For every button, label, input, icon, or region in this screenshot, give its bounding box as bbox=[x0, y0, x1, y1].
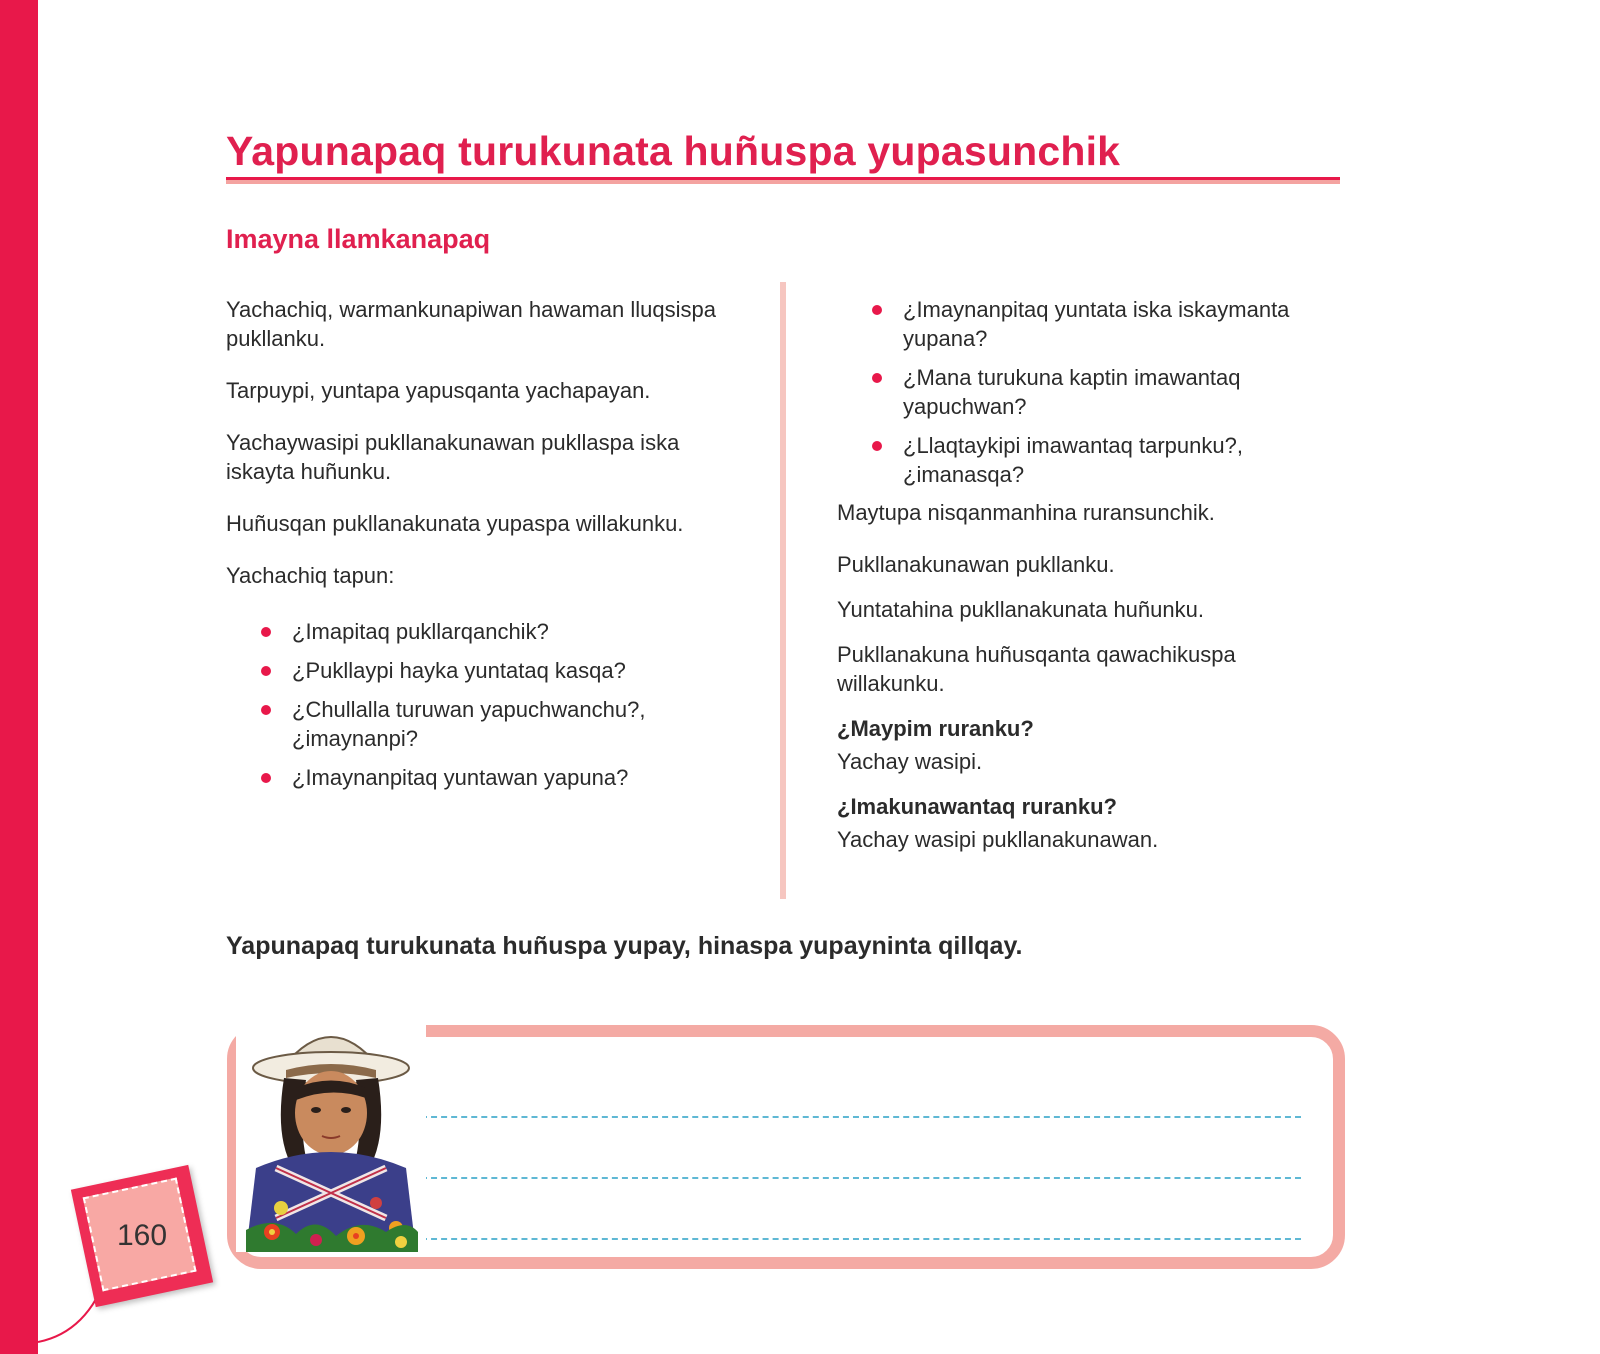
list-item bbox=[903, 363, 1303, 421]
page-tag bbox=[82, 1176, 202, 1296]
list-item bbox=[292, 656, 746, 685]
left-column bbox=[226, 295, 746, 792]
bullet-dot-icon bbox=[261, 666, 271, 676]
instruction-text: Yapunapaq turukunata huñuspa yupay, hinaspa yupayninta qillqay. bbox=[226, 932, 1023, 960]
writing-line[interactable] bbox=[421, 1238, 1301, 1240]
question-heading: ¿Maypim ruranku? bbox=[837, 716, 1034, 741]
bullet-dot-icon bbox=[872, 305, 882, 315]
list-item bbox=[903, 431, 1303, 489]
answer-text: Yachay wasipi pukllanakunawan. bbox=[837, 827, 1159, 852]
right-column bbox=[837, 295, 1337, 854]
paragraph: Huñusqan pukllanakunata yupaspa willakunku. bbox=[226, 511, 684, 536]
paragraph: Yachaywasipi pukllanakunawan pukllaspa iska iskayta huñunku. bbox=[226, 430, 680, 484]
bullet-dot-icon bbox=[872, 441, 882, 451]
column-divider bbox=[780, 282, 786, 899]
question-text: ¿Pukllaypi hayka yuntataq kasqa? bbox=[292, 658, 626, 683]
bullet-dot-icon bbox=[261, 627, 271, 637]
list-item bbox=[292, 695, 692, 753]
left-color-band bbox=[0, 0, 38, 1354]
paragraph: Maytupa nisqanmanhina ruransunchik. bbox=[837, 500, 1215, 525]
question-heading: ¿Imakunawantaq ruranku? bbox=[837, 794, 1117, 819]
list-item bbox=[292, 763, 746, 792]
question-text: ¿Imaynanpitaq yuntata iska iskaymanta yupana? bbox=[903, 297, 1290, 351]
paragraph: Yachachiq, warmankunapiwan hawaman lluqsispa pukllanku. bbox=[226, 297, 716, 351]
page-title: Yapunapaq turukunata huñuspa yupasunchik bbox=[226, 128, 1121, 174]
paragraph: Yachachiq tapun: bbox=[226, 563, 395, 588]
title-underline bbox=[226, 177, 1340, 184]
list-item bbox=[292, 617, 746, 646]
page-number: 160 bbox=[116, 1219, 168, 1252]
paragraph: Pukllanakunawan pukllanku. bbox=[837, 552, 1115, 577]
question-text: ¿Chullalla turuwan yapuchwanchu?, ¿imaynanpi? bbox=[292, 697, 646, 751]
question-text: ¿Mana turukuna kaptin imawantaq yapuchwan? bbox=[903, 365, 1241, 419]
bullet-dot-icon bbox=[261, 705, 271, 715]
question-text: ¿Imapitaq pukllarqanchik? bbox=[292, 619, 549, 644]
question-list bbox=[837, 295, 1337, 489]
writing-line[interactable] bbox=[421, 1116, 1301, 1118]
question-text: ¿Imaynanpitaq yuntawan yapuna? bbox=[292, 765, 629, 790]
paragraph: Yuntatahina pukllanakunata huñunku. bbox=[837, 597, 1204, 622]
writing-line[interactable] bbox=[421, 1177, 1301, 1179]
question-list bbox=[226, 617, 746, 792]
girl-illustration bbox=[236, 1018, 426, 1252]
list-item bbox=[903, 295, 1337, 353]
paragraph: Pukllanakuna huñusqanta qawachikuspa willakunku. bbox=[837, 642, 1236, 696]
section-subtitle: Imayna llamkanapaq bbox=[226, 224, 491, 254]
paragraph: Tarpuypi, yuntapa yapusqanta yachapayan. bbox=[226, 378, 651, 403]
question-text: ¿Llaqtaykipi imawantaq tarpunku?, ¿imanasqa? bbox=[903, 433, 1243, 487]
bullet-dot-icon bbox=[261, 773, 271, 783]
bullet-dot-icon bbox=[872, 373, 882, 383]
answer-text: Yachay wasipi. bbox=[837, 749, 983, 774]
